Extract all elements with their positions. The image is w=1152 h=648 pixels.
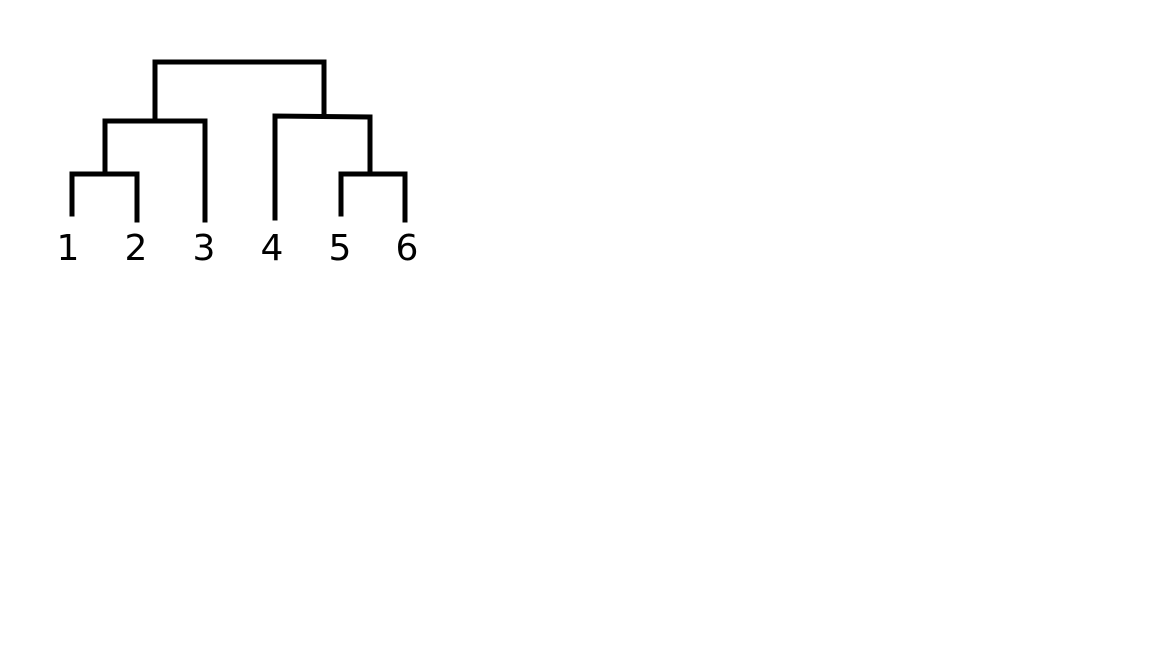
branch-merge-5-6	[341, 174, 405, 220]
leaf-label-3: 3	[192, 228, 216, 269]
leaf-label-4: 4	[260, 228, 284, 269]
branch-merge-1-2	[72, 174, 137, 220]
branch-merge-4-56	[275, 116, 370, 218]
leaf-label-2: 2	[124, 228, 148, 269]
leaf-label-1: 1	[56, 228, 80, 269]
branch-merge-12-3	[105, 121, 205, 220]
leaf-labels	[57, 228, 419, 269]
leaf-label-6: 6	[395, 228, 419, 269]
leaf-label-5: 5	[328, 228, 352, 269]
branch-root-merge	[155, 62, 324, 121]
dendrogram-branches	[72, 62, 405, 220]
